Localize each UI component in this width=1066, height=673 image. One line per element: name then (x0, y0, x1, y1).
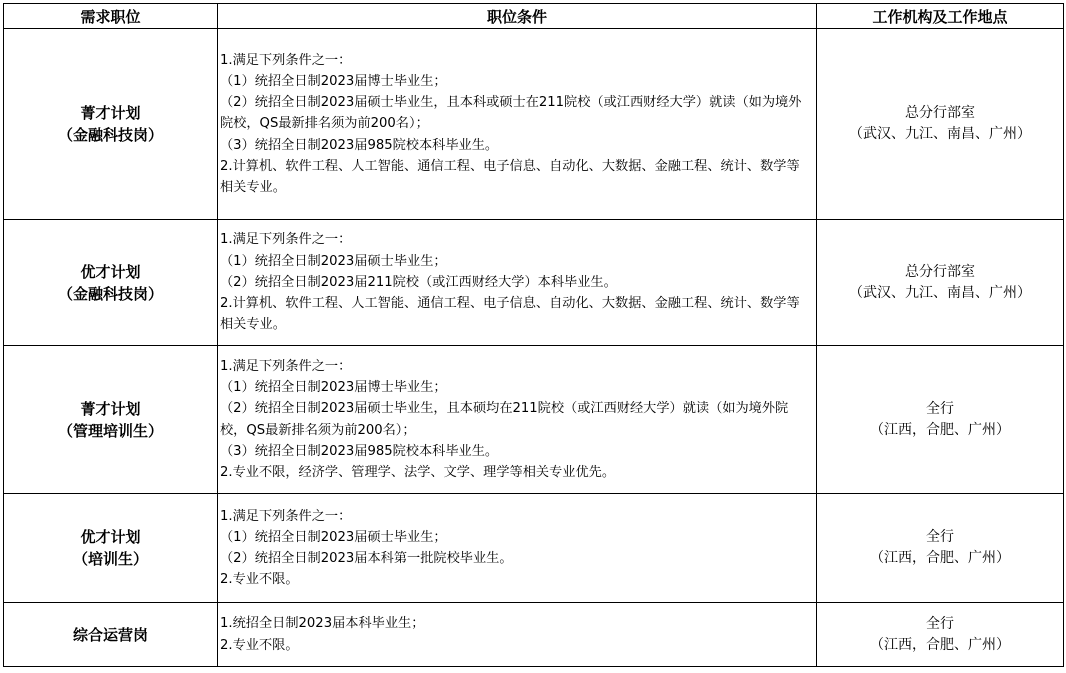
location-cell (817, 29, 1064, 220)
location-main: 总分行部室 (905, 263, 975, 280)
condition-line: （2）统招全日制2023届硕士毕业生，且本硕均在211院校（或江西财经大学）就读（如为境外院校，QS最新排名须为前200名）； (220, 401, 789, 438)
location-main: 全行 (926, 400, 954, 417)
conditions-cell (218, 603, 817, 667)
position-subtitle: （管理培训生） (57, 421, 163, 440)
position-cell (4, 220, 218, 346)
table-row (4, 494, 1064, 603)
position-cell (4, 346, 218, 494)
position-cell (4, 29, 218, 220)
location-cell (817, 346, 1064, 494)
table-row (4, 29, 1064, 220)
position-cell (4, 603, 218, 667)
location-main: 全行 (926, 615, 954, 632)
position-cell (4, 494, 218, 603)
positions-table (3, 3, 1064, 667)
conditions-cell (218, 494, 817, 603)
condition-line: 1.满足下列条件之一： (220, 508, 352, 524)
condition-line: （1）统招全日制2023届硕士毕业生； (220, 253, 447, 269)
condition-line: （3）统招全日制2023届985院校本科毕业生。 (220, 137, 499, 153)
condition-line: 2.专业不限。 (220, 572, 299, 588)
location-main: 全行 (926, 529, 954, 545)
table-row (4, 603, 1064, 667)
condition-line: 2.专业不限。 (220, 637, 299, 653)
condition-line: （1）统招全日制2023届博士毕业生； (220, 380, 447, 396)
header-location: 工作机构及工作地点 (817, 4, 1064, 29)
position-title: 优才计划 (80, 528, 141, 546)
condition-line: 2.专业不限，经济学、管理学、法学、文学、理学等相关专业优先。 (220, 464, 616, 480)
position-title: 优才计划 (80, 262, 141, 281)
condition-line: （2）统招全日制2023届211院校（或江西财经大学）本科毕业生。 (220, 274, 617, 290)
condition-line: 1.满足下列条件之一： (220, 52, 352, 68)
table-row (4, 346, 1064, 494)
location-sub: （武汉、九江、南昌、广州） (849, 126, 1031, 142)
condition-line: （1）统招全日制2023届硕士毕业生； (220, 529, 447, 545)
condition-line: 2.计算机、软件工程、人工智能、通信工程、电子信息、自动化、大数据、金融工程、统计、数学等相关专业。 (220, 296, 800, 333)
table-row (4, 220, 1064, 346)
conditions-cell (218, 220, 817, 346)
condition-line: （2）统招全日制2023届硕士毕业生，且本科或硕士在211院校（或江西财经大学）就读（如为境外院校，QS最新排名须为前200名）； (220, 95, 802, 132)
location-cell (817, 494, 1064, 603)
position-subtitle: （培训生） (72, 550, 148, 568)
position-title: 菁才计划 (80, 104, 141, 122)
condition-line: 1.满足下列条件之一： (220, 232, 352, 248)
location-cell (817, 220, 1064, 346)
condition-line: 1.满足下列条件之一： (220, 358, 352, 374)
condition-line: （3）统招全日制2023届985院校本科毕业生。 (220, 443, 499, 459)
condition-line: （2）统招全日制2023届本科第一批院校毕业生。 (220, 551, 513, 566)
position-subtitle: （金融科技岗） (57, 126, 163, 144)
position-subtitle: （金融科技岗） (57, 284, 163, 303)
location-sub: （江西，合肥、广州） (870, 636, 1010, 653)
position-title: 综合运营岗 (72, 625, 148, 644)
location-sub: （武汉、九江、南昌、广州） (849, 284, 1031, 301)
location-sub: （江西，合肥、广州） (870, 550, 1010, 566)
condition-line: 2.计算机、软件工程、人工智能、通信工程、电子信息、自动化、大数据、金融工程、统计、数学等相关专业。 (220, 158, 800, 195)
header-position: 需求职位 (4, 4, 218, 29)
condition-line: （1）统招全日制2023届博士毕业生； (220, 73, 447, 89)
location-cell (817, 603, 1064, 667)
location-sub: （江西，合肥、广州） (870, 421, 1010, 438)
conditions-cell (218, 346, 817, 494)
position-title: 菁才计划 (80, 399, 141, 418)
condition-line: 1.统招全日制2023届本科毕业生； (220, 616, 425, 632)
header-conditions: 职位条件 (218, 4, 817, 29)
conditions-cell (218, 29, 817, 220)
location-main: 总分行部室 (905, 105, 975, 121)
header-row (4, 4, 1064, 29)
